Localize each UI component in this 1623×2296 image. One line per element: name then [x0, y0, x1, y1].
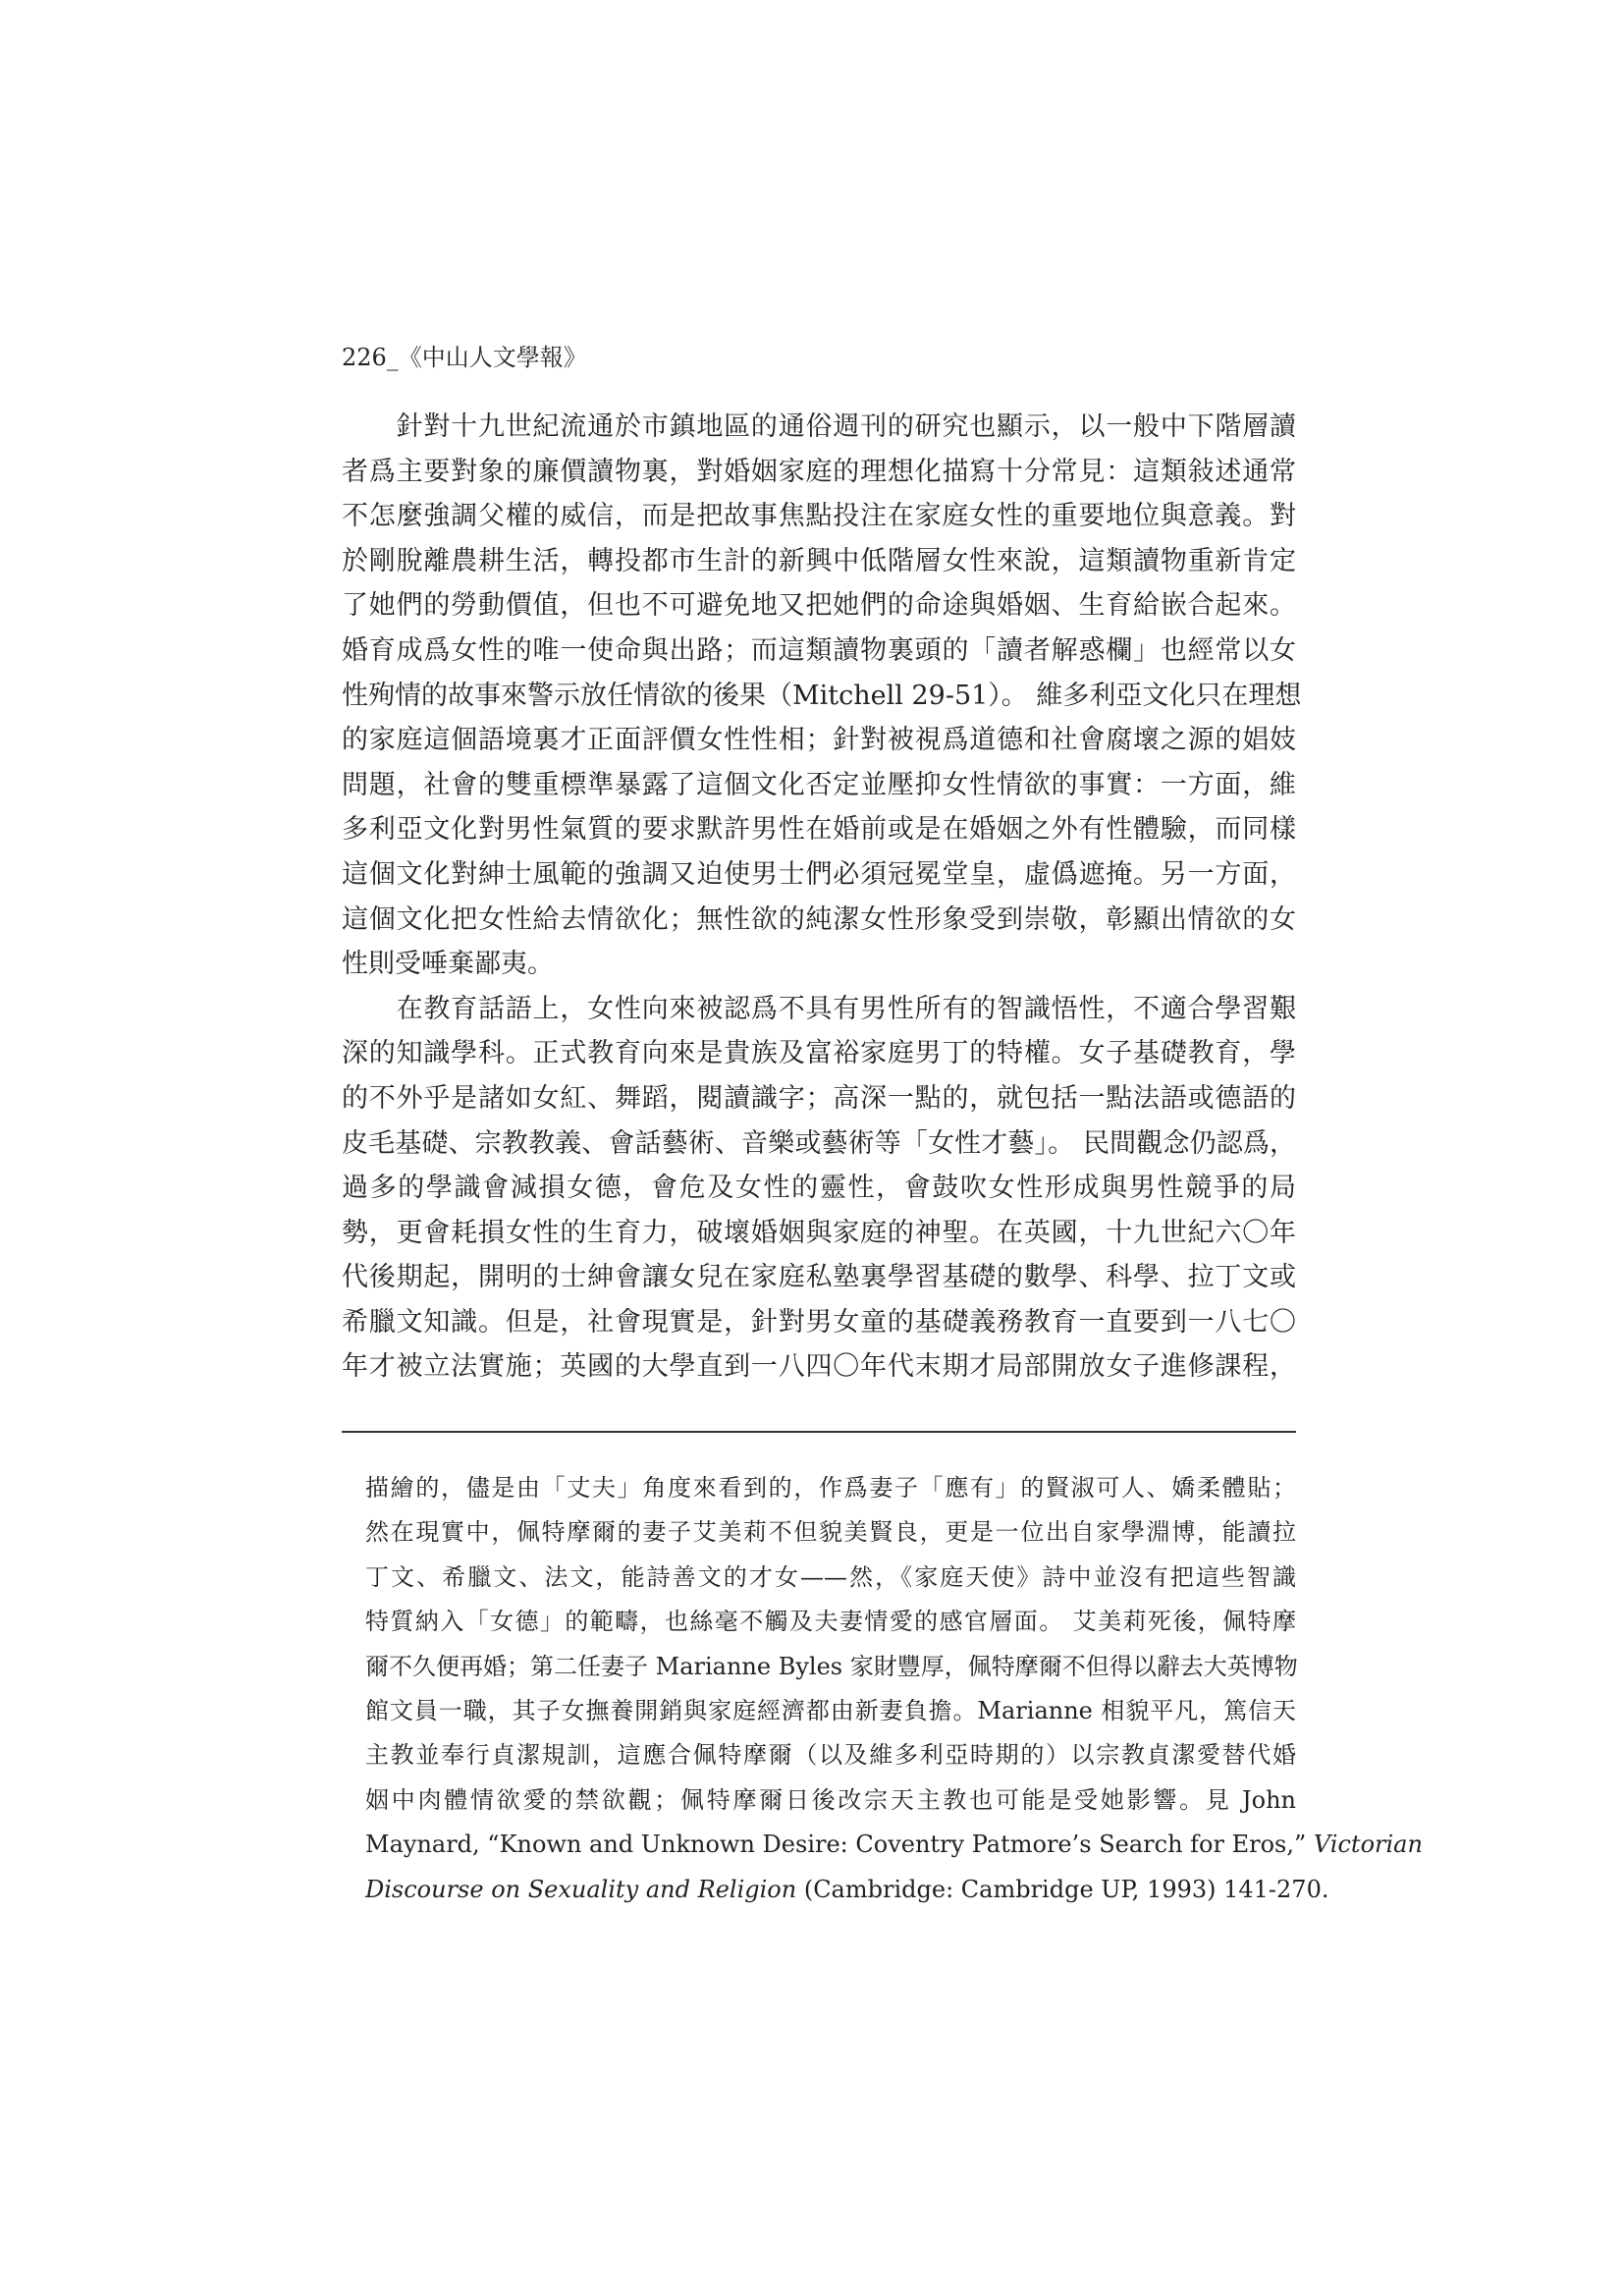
- footnote-line: 姻中肉體情欲愛的禁欲觀；佩特摩爾日後改宗天主教也可能是受她影響。見 John: [365, 1785, 1296, 1814]
- footnote-line: [365, 1823, 1423, 1867]
- text-line: 針對十九世紀流通於市鎮地區的通俗週刊的研究也顯示，以一般中下階層讀: [342, 411, 1296, 442]
- text-line: 希臘文知識。但是，社會現實是，針對男女童的基礎義務教育一直要到一八七〇: [342, 1306, 1296, 1338]
- text-line: 者爲主要對象的廉價讀物裏，對婚姻家庭的理想化描寫十分常見：這類敍述通常: [342, 456, 1296, 487]
- footnote-line: [365, 1868, 1329, 1912]
- text-line: 性殉情的故事來警示放任情欲的後果（Mitchell 29-51）。 維多利亞文化只在理想: [342, 680, 1302, 711]
- footnote-line: 丁文、希臘文、法文，能詩善文的才女——然，《家庭天使》詩中並沒有把這些智識: [365, 1562, 1296, 1591]
- text-line: 的家庭這個語境裏才正面評價女性性相；針對被視爲道德和社會腐壞之源的娼妓: [342, 725, 1296, 756]
- body-text: [342, 405, 1302, 1390]
- paragraph: [342, 405, 1302, 987]
- footnote-line: 爾不久便再婚；第二任妻子 Marianne Byles 家財豐厚，佩特摩爾不但得以辭去大英博物: [365, 1652, 1298, 1680]
- text-line: 的不外乎是諸如女紅、舞蹈，閱讀識字；高深一點的，就包括一點法語或德語的: [342, 1082, 1296, 1114]
- text-line: 於剛脫離農耕生活，轉投都市生計的新興中低階層女性來說，這類讀物重新肯定: [342, 545, 1296, 576]
- text-line: 多利亞文化對男性氣質的要求默許男性在婚前或是在婚姻之外有性體驗，而同樣: [342, 814, 1296, 846]
- footnote-divider: [342, 1431, 1296, 1433]
- text-line: 了她們的勞動價值，但也不可避免地又把她們的命途與婚姻、生育給嵌合起來。: [342, 590, 1296, 622]
- text-line: 皮毛基礎、宗教教義、會話藝術、音樂或藝術等「女性才藝」。 民間觀念仍認爲，: [342, 1127, 1296, 1159]
- text-line: 問題，社會的雙重標準暴露了這個文化否定並壓抑女性情欲的事實：一方面，維: [342, 769, 1296, 800]
- text-line: 性則受唾棄鄙夷。: [342, 949, 554, 980]
- text-line: 婚育成爲女性的唯一使命與出路；而這類讀物裏頭的「讀者解惑欄」也經常以女: [342, 634, 1296, 666]
- footnote-line: 描繪的，儘是由「丈夫」角度來看到的，作爲妻子「應有」的賢淑可人、嬌柔體貼；: [365, 1474, 1296, 1502]
- footnote-line: 然在現實中，佩特摩爾的妻子艾美莉不但貌美賢良，更是一位出自家學淵博，能讀拉: [365, 1518, 1296, 1547]
- text-line: 年才被立法實施；英國的大學直到一八四〇年代末期才局部開放女子進修課程，: [342, 1351, 1296, 1383]
- footnote: [365, 1466, 1423, 1912]
- footnote-line: 館文員一職，其子女撫養開銷與家庭經濟都由新妻負擔。Marianne 相貌平凡，篤信天: [365, 1696, 1296, 1724]
- citation-book-title: Discourse on Sexuality and Religion: [365, 1875, 797, 1903]
- text-line: 這個文化把女性給去情欲化；無性欲的純潔女性形象受到崇敬，彰顯出情欲的女: [342, 903, 1296, 935]
- text-line: 代後期起，開明的士紳會讓女兒在家庭私塾裏學習基礎的數學、科學、拉丁文或: [342, 1262, 1296, 1293]
- text-line: 過多的學識會減損女德，會危及女性的靈性，會鼓吹女性形成與男性競爭的局: [342, 1173, 1296, 1204]
- citation-publication: (Cambridge: Cambridge UP, 1993) 141-270.: [796, 1875, 1329, 1903]
- citation-book-title: Victorian: [1313, 1831, 1423, 1859]
- text-line: 在教育話語上，女性向來被認爲不具有男性所有的智識悟性，不適合學習艱: [342, 993, 1296, 1024]
- footnote-line: 特質納入「女德」的範疇，也絲毫不觸及夫妻情愛的感官層面。 艾美莉死後，佩特摩: [365, 1608, 1296, 1636]
- footnote-line: 主教並奉行貞潔規訓，這應合佩特摩爾（以及維多利亞時期的）以宗教貞潔愛替代婚: [365, 1741, 1296, 1770]
- citation-text: Maynard, “Known and Unknown Desire: Coventry Patmore’s Search for Eros,”: [365, 1831, 1307, 1859]
- text-line: 深的知識學科。正式教育向來是貴族及富裕家庭男丁的特權。女子基礎教育，學: [342, 1038, 1296, 1069]
- running-head: 226_《中山人文學報》: [342, 344, 587, 371]
- text-line: 這個文化對紳士風範的強調又迫使男士們必須冠冕堂皇，虛僞遮掩。另一方面，: [342, 858, 1296, 890]
- paragraph: [342, 987, 1296, 1390]
- text-line: 不怎麼強調父權的威信，而是把故事焦點投注在家庭女性的重要地位與意義。對: [342, 501, 1296, 532]
- text-line: 勢，更會耗損女性的生育力，破壞婚姻與家庭的神聖。在英國，十九世紀六〇年: [342, 1217, 1296, 1248]
